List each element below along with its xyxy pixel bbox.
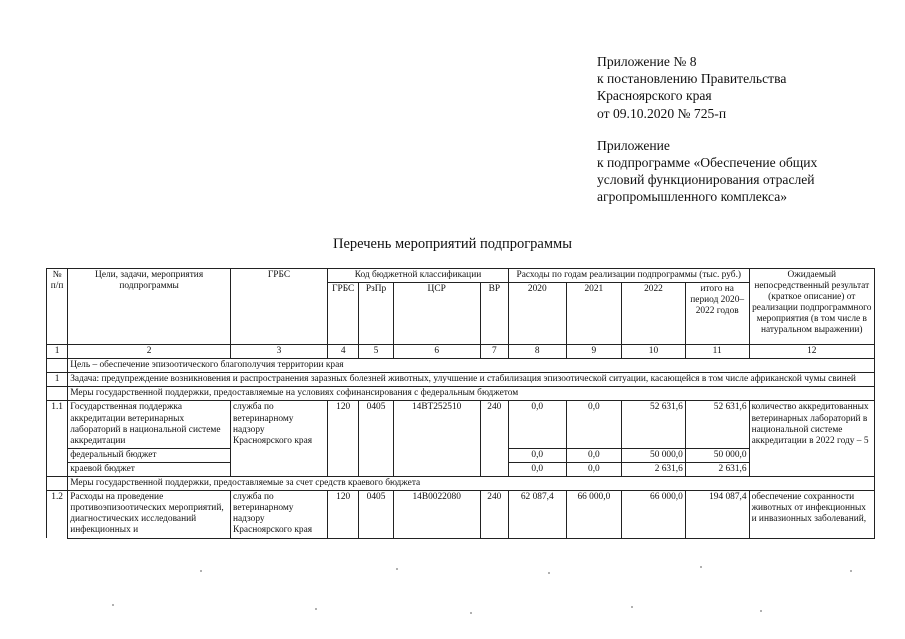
column-number: 12 bbox=[749, 345, 874, 359]
appendix-line: Приложение № 8 bbox=[597, 54, 697, 69]
scan-dot bbox=[760, 610, 762, 612]
scan-dot bbox=[548, 572, 550, 574]
column-number: 11 bbox=[685, 345, 749, 359]
measure-2022: 52 631,6 bbox=[622, 401, 686, 448]
measure-total: 194 087,4 bbox=[685, 491, 749, 538]
column-number: 3 bbox=[230, 345, 327, 359]
regional-2021: 0,0 bbox=[566, 462, 622, 476]
column-number: 2 bbox=[68, 345, 231, 359]
scan-dot bbox=[700, 566, 702, 568]
subappendix-line: к подпрограмме «Обеспечение общих bbox=[597, 155, 818, 171]
row-number: 1.1 bbox=[47, 401, 68, 477]
scan-dot bbox=[112, 604, 114, 606]
measure-grbs: служба по ветеринарному надзору Красноярского края bbox=[230, 491, 327, 538]
table-row bbox=[47, 491, 875, 538]
header-code-rzpr: РзПр bbox=[359, 283, 393, 345]
measure-rzpr: 0405 bbox=[359, 401, 393, 477]
scan-noise bbox=[0, 560, 905, 630]
budget-source: федеральный бюджет bbox=[68, 448, 231, 462]
regional-total: 2 631,6 bbox=[685, 462, 749, 476]
subappendix-line: условий функционирования отраслей bbox=[597, 172, 815, 188]
measure-total: 52 631,6 bbox=[685, 401, 749, 448]
document-title: Перечень мероприятий подпрограммы bbox=[333, 236, 572, 252]
appendix-line: к постановлению Правительства bbox=[597, 71, 787, 87]
header-code-csr: ЦСР bbox=[393, 283, 480, 345]
appendix-header bbox=[597, 53, 817, 206]
column-number: 5 bbox=[359, 345, 393, 359]
header-grbs: ГРБС bbox=[230, 269, 327, 345]
header-result: Ожидаемый непосредственный результат (краткое описание) от реализации подпрограммного мероприятия (в том числе в натуральном выражении) bbox=[749, 269, 874, 345]
header-year-2021: 2021 bbox=[566, 283, 622, 345]
empty-cell bbox=[47, 477, 68, 491]
measure-result: обеспечение сохранности животных от инфекционных и инвазионных заболеваний, bbox=[749, 491, 874, 538]
measure-csr: 14В0022080 bbox=[393, 491, 480, 538]
row-number: 1.2 bbox=[47, 491, 68, 538]
header-year-2022: 2022 bbox=[622, 283, 686, 345]
appendix-line: от 09.10.2020 № 725-п bbox=[597, 105, 727, 121]
measure-vr: 240 bbox=[480, 491, 508, 538]
scan-dot bbox=[200, 570, 202, 572]
section-title: Меры государственной поддержки, предоставляемые за счет средств краевого бюджета bbox=[68, 477, 875, 491]
measure-name: Государственная поддержка аккредитации ветеринарных лабораторий в национальной системе аккредитации bbox=[68, 401, 231, 448]
measure-vr: 240 bbox=[480, 401, 508, 477]
measure-2022: 66 000,0 bbox=[622, 491, 686, 538]
scan-dot bbox=[315, 608, 317, 610]
subappendix-line: Приложение bbox=[597, 137, 670, 153]
measure-csr: 14ВТ252510 bbox=[393, 401, 480, 477]
section-row bbox=[47, 387, 875, 401]
regional-2020: 0,0 bbox=[508, 462, 566, 476]
goal-row bbox=[47, 359, 875, 373]
empty-cell bbox=[47, 387, 68, 401]
measure-2020: 0,0 bbox=[508, 401, 566, 448]
measure-code-grbs: 120 bbox=[328, 401, 359, 477]
measure-2021: 0,0 bbox=[566, 401, 622, 448]
spacer bbox=[597, 122, 817, 137]
column-number: 1 bbox=[47, 345, 68, 359]
table-row bbox=[47, 401, 875, 448]
measure-name: Расходы на проведение противоэпизоотических мероприятий, диагностических исследований инфекционных и bbox=[68, 491, 231, 538]
federal-2021: 0,0 bbox=[566, 448, 622, 462]
measure-2020: 62 087,4 bbox=[508, 491, 566, 538]
measure-result: количество аккредитованных ветеринарных лабораторий в национальной системе аккредитации в 2022 году – 5 bbox=[749, 401, 874, 477]
scan-dot bbox=[850, 570, 852, 572]
header-expenses: Расходы по годам реализации подпрограммы (тыс. руб.) bbox=[508, 269, 749, 283]
table-header-row bbox=[47, 269, 875, 283]
header-code-vr: ВР bbox=[480, 283, 508, 345]
header-num: № п/п bbox=[47, 269, 68, 345]
scan-dot bbox=[631, 606, 633, 608]
federal-2020: 0,0 bbox=[508, 448, 566, 462]
column-number: 8 bbox=[508, 345, 566, 359]
regional-2022: 2 631,6 bbox=[622, 462, 686, 476]
budget-source: краевой бюджет bbox=[68, 462, 231, 476]
task-text: Задача: предупреждение возникновения и распространения заразных болезней животных, улучшение и стабилизация эпизоотической ситуации, касающейся в том числе африканской чумы свиней bbox=[68, 373, 875, 387]
measure-code-grbs: 120 bbox=[328, 491, 359, 538]
section-row bbox=[47, 477, 875, 491]
header-code-grbs: ГРБС bbox=[328, 283, 359, 345]
federal-total: 50 000,0 bbox=[685, 448, 749, 462]
column-number: 4 bbox=[328, 345, 359, 359]
scan-dot bbox=[396, 568, 398, 570]
header-year-2020: 2020 bbox=[508, 283, 566, 345]
scan-dot bbox=[470, 612, 472, 614]
column-number: 9 bbox=[566, 345, 622, 359]
measure-grbs: служба по ветеринарному надзору Красноярского края bbox=[230, 401, 327, 477]
task-number: 1 bbox=[47, 373, 68, 387]
measure-rzpr: 0405 bbox=[359, 491, 393, 538]
column-number-row bbox=[47, 345, 875, 359]
header-goals: Цели, задачи, мероприятия подпрограммы bbox=[68, 269, 231, 345]
column-number: 7 bbox=[480, 345, 508, 359]
measures-table bbox=[46, 268, 875, 539]
goal-text: Цель – обеспечение эпизоотического благополучия территории края bbox=[68, 359, 875, 373]
measure-2021: 66 000,0 bbox=[566, 491, 622, 538]
subappendix-line: агропромышленного комплекса» bbox=[597, 189, 788, 205]
section-title: Меры государственной поддержки, предоставляемые на условиях софинансирования с федеральным бюджетом bbox=[68, 387, 875, 401]
empty-cell bbox=[47, 359, 68, 373]
header-total: итого на период 2020–2022 годов bbox=[685, 283, 749, 345]
appendix-line: Красноярского края bbox=[597, 88, 712, 104]
header-budget-code: Код бюджетной классификации bbox=[328, 269, 509, 283]
federal-2022: 50 000,0 bbox=[622, 448, 686, 462]
column-number: 6 bbox=[393, 345, 480, 359]
column-number: 10 bbox=[622, 345, 686, 359]
task-row bbox=[47, 373, 875, 387]
